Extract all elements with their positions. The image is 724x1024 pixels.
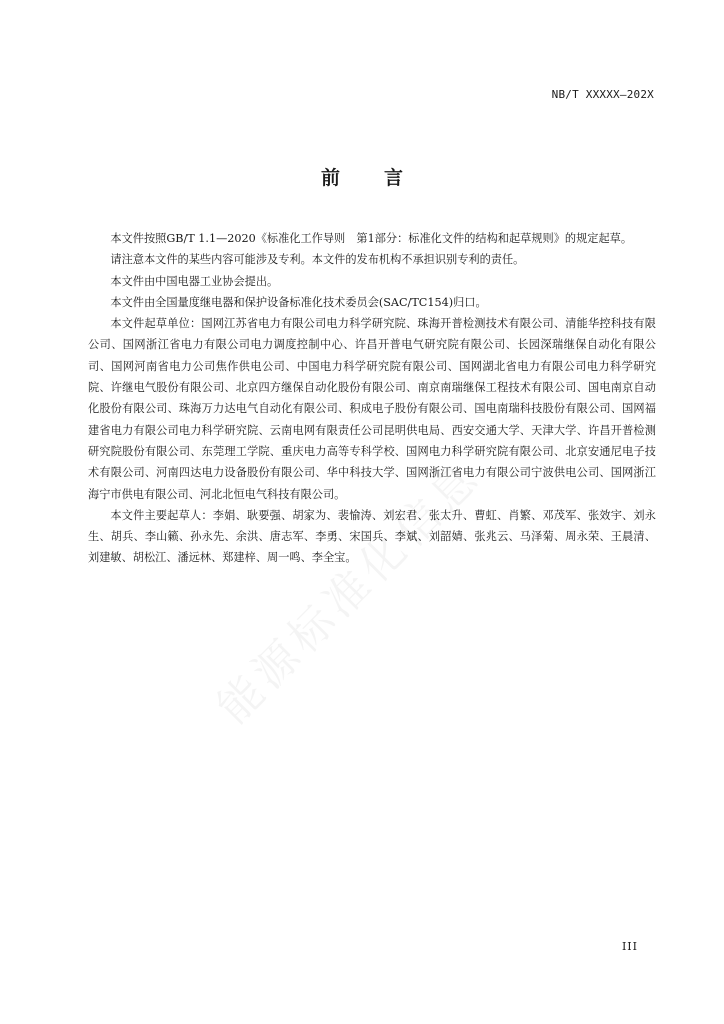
paragraph-drafters: 本文件主要起草人：李娟、耿要强、胡家为、裴愉涛、刘宏君、张太升、曹虹、肖繁、邓茂军、张效宇、刘永生、胡兵、李山籁、孙永先、余洪、唐志军、李勇、宋国兵、李斌、刘韶婧、张兆云、马泽菊、周永荣、王晨清、刘建敏、胡松江、潘远林、郑建梓、周一鸣、李全宝。 — [88, 508, 656, 565]
paragraph-committee: 本文件由全国量度继电器和保护设备标准化技术委员会(SAC/TC154)归口。 — [110, 295, 487, 309]
title-char-2: 言 — [384, 167, 404, 189]
title-char-1: 前 — [320, 167, 340, 189]
paragraph-patent-notice: 请注意本文件的某些内容可能涉及专利。本文件的发布机构不承担识别专利的责任。 — [110, 253, 525, 267]
paragraph-proposer: 本文件由中国电器工业协会提出。 — [110, 274, 279, 288]
paragraph-drafting-rules: 本文件按照GB/T 1.1—2020《标准化工作导则 第1部分：标准化文件的结构和起草规则》的规定起草。 — [110, 232, 633, 245]
document-code: NB/T XXXXX—202X — [551, 88, 654, 101]
page-number: III — [621, 940, 638, 953]
paragraph-drafting-units: 本文件起草单位：国网江苏省电力有限公司电力科学研究院、珠海开普检测技术有限公司、清能华控科技有限公司、国网浙江省电力有限公司电力调度控制中心、许昌开普电气研究院有限公司、长园深瑞继保自动化有限公司、国网河南省电力公司焦作供电公司、中国电力科学研究院有限公司、国网湖北省电力有限公司电力科学研究院、许继电气股份有限公司、北京四方继保自动化股份有限公司、南京南瑞继保工程技术有限公司、国电南京自动化股份有限公司、珠海万力达电气自动化有限公司、积成电子股份有限公司、国电南瑞科技股份有限公司、国网福建省电力有限公司电力科学研究院、云南电网有限责任公司昆明供电局、西安交通大学、天津大学、许昌开普检测研究院股份有限公司、东莞理工学院、重庆电力高等专科学校、国网电力科学研究院有限公司、北京安通尼电子技术有限公司、河南四达电力设备股份有限公司、华中科技大学、国网浙江省电力有限公司宁波供电公司、国网浙江海宁市供电有限公司、河北北恒电气科技有限公司。 — [88, 317, 656, 501]
page-title — [0, 163, 724, 190]
